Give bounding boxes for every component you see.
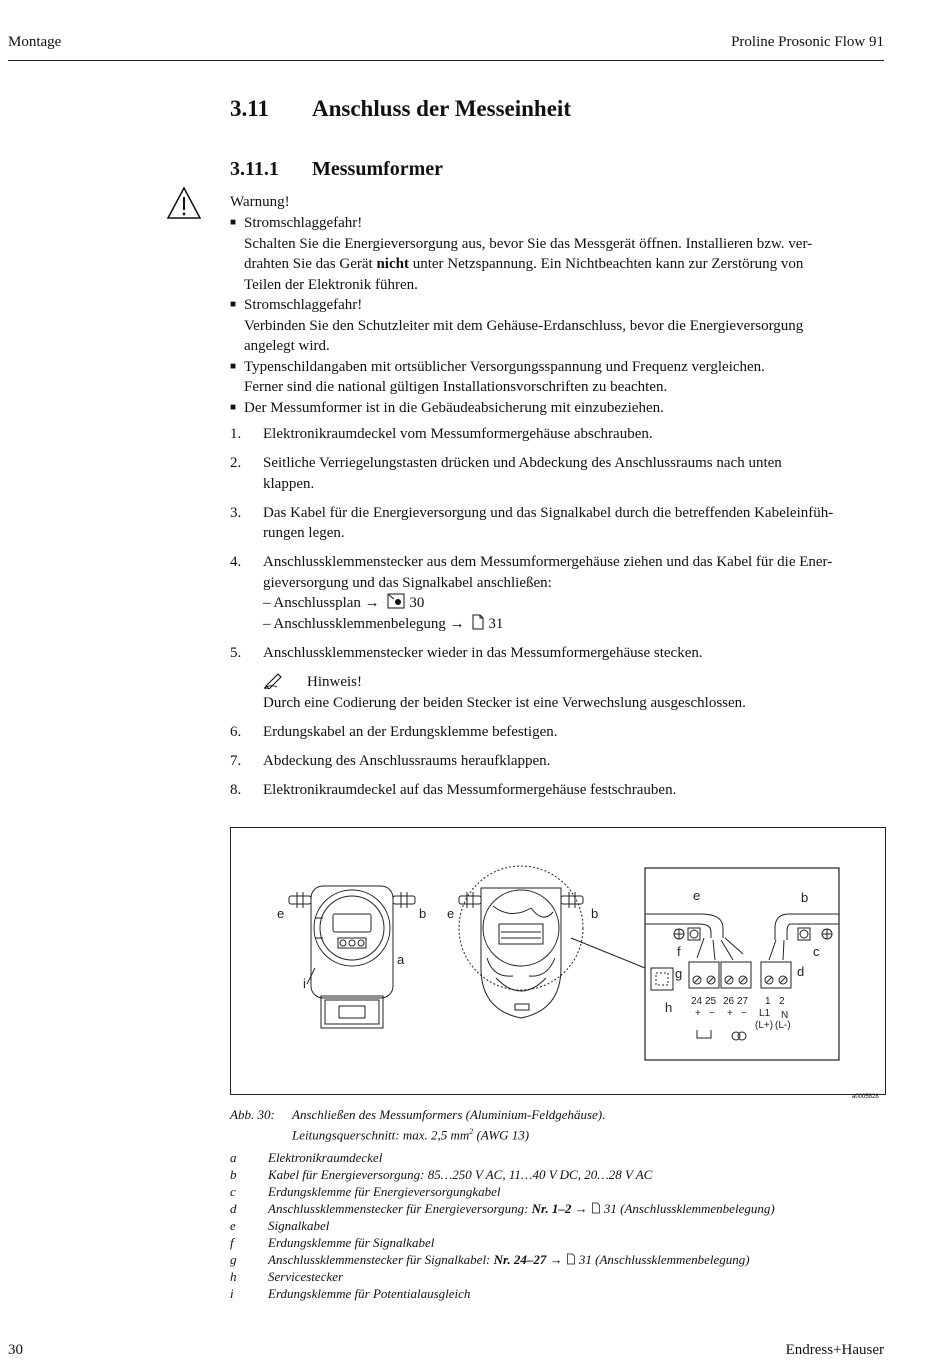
note-text: Durch eine Codierung der beiden Stecker ist eine Verwechslung ausgeschlossen. (263, 694, 746, 711)
label-b-middle: b (591, 906, 599, 921)
terminal-L1: L1 (759, 1008, 771, 1019)
terminal-N: N (781, 1010, 789, 1021)
polarity-minus-25: − (709, 1008, 715, 1019)
legend-arrow: → (571, 1201, 591, 1216)
terminal-Lplus: (L+) (755, 1020, 774, 1031)
label-e-detail: e (693, 888, 701, 903)
warning-item (230, 295, 890, 357)
step-text: rungen legen. (263, 525, 345, 541)
step-text: Das Kabel für die Energieversorgung und das Signalkabel durch die betreffenden Kabeleinfüh- (263, 504, 834, 521)
subsection-number: 3.11.1 (230, 158, 279, 180)
header-rule (8, 60, 884, 61)
legend-text: Erdungsklemme für Signalkabel (268, 1235, 435, 1250)
wiring-illustration (231, 828, 885, 1094)
label-c: c (813, 944, 820, 959)
caption-line: Anschließen des Messumformers (Aluminium-Feldgehäuse). (292, 1107, 606, 1122)
section-title: Anschluss der Messeinheit (312, 96, 571, 121)
step-text: Erdungskabel an der Erdungsklemme befestigen. (263, 723, 558, 740)
terminal-26: 26 (723, 996, 735, 1007)
running-header-left: Montage (8, 34, 62, 50)
label-b-left: b (419, 906, 427, 921)
step-number: 5. (230, 644, 242, 661)
step-text: klappen. (263, 475, 315, 492)
warning-item-line: angelegt wird. (244, 338, 330, 354)
warning-item-line: Verbinden Sie den Schutzleiter mit dem Gehäuse-Erdanschluss, bevor die Energieversorgung (244, 317, 804, 334)
legend-item (230, 1183, 775, 1200)
housing-open (459, 866, 645, 1018)
cross-ref-text: – Anschlussklemmenbelegung → (263, 615, 465, 632)
legend-text: Servicestecker (268, 1269, 344, 1284)
caption-label: Abb. 30: (230, 1107, 275, 1122)
legend-text: Anschlussklemmenstecker für Energieversorgung: (268, 1201, 532, 1216)
legend-text: Signalkabel (268, 1218, 330, 1233)
warning-item-line (244, 254, 890, 275)
page-ref-icon (566, 1253, 576, 1265)
running-header-right: Proline Prosonic Flow 91 (731, 34, 884, 50)
figure-ref-icon (386, 593, 406, 609)
legend-item[interactable] (230, 1251, 775, 1268)
figure-30-wiring (230, 827, 886, 1095)
step-4 (230, 552, 890, 634)
section-number: 3.11 (230, 96, 269, 121)
note-label: Hinweis! (307, 674, 362, 690)
step-number: 6. (230, 723, 242, 740)
warning-item-line: Ferner sind die national gültigen Installationsvorschriften zu beachten. (244, 379, 668, 395)
terminal-27: 27 (737, 996, 749, 1007)
step-text: Seitliche Verriegelungstasten drücken und Abdeckung des Anschlussraums nach unten (263, 455, 782, 471)
warning-list (230, 213, 890, 418)
legend-key: h (230, 1269, 237, 1284)
service-connector (651, 968, 673, 990)
legend-text: Kabel für Energieversorgung: 85…250 V AC, 11…40 V DC, 20…28 V AC (268, 1167, 653, 1182)
polarity-minus-27: − (741, 1008, 747, 1019)
warning-item-line: Teilen der Elektronik führen. (244, 276, 418, 293)
legend-key: a (230, 1150, 237, 1165)
legend-key: e (230, 1218, 236, 1233)
figure-legend (230, 1149, 775, 1302)
warning-item (230, 398, 890, 419)
legend-bold: Nr. 24–27 (493, 1252, 547, 1267)
figure-id: a0005828 (852, 1094, 879, 1100)
cross-ref-text: – Anschlussplan → (263, 595, 380, 611)
pencil-note-icon (263, 671, 285, 689)
polarity-plus-26: + (727, 1008, 733, 1019)
terminal-Lminus: (L-) (775, 1020, 791, 1031)
step-text: Elektronikraumdeckel vom Messumformergehäuse abschrauben. (263, 426, 653, 442)
legend-item (230, 1268, 775, 1285)
legend-item[interactable] (230, 1200, 775, 1217)
legend-ref: 31 (Anschlussklemmenbelegung) (603, 1201, 775, 1216)
legend-key: g (230, 1252, 237, 1267)
label-h: h (665, 1000, 673, 1015)
step-number: 2. (230, 455, 242, 471)
legend-arrow: → (546, 1252, 566, 1267)
legend-text: Erdungsklemme für Energieversorgungkabel (268, 1184, 501, 1199)
figure-caption (230, 1106, 605, 1143)
legend-key: i (230, 1286, 234, 1301)
polarity-plus-24: + (695, 1008, 701, 1019)
text-span: unter Netzspannung. Ein Nichtbeachten kann zur Zerstörung von (412, 256, 804, 272)
legend-text: Erdungsklemme für Potentialausgleich (268, 1286, 471, 1301)
legend-text: Elektronikraumdeckel (268, 1150, 383, 1165)
step-number: 4. (230, 554, 242, 570)
legend-key: c (230, 1184, 236, 1199)
caption-superscript: 2 (469, 1127, 474, 1136)
legend-key: f (230, 1235, 234, 1250)
legend-item (230, 1285, 775, 1302)
section-heading (230, 96, 571, 122)
step-text: Anschlussklemmenstecker wieder in das Messumformergehäuse stecken. (263, 644, 703, 661)
terminal-25: 25 (705, 996, 717, 1007)
terminal-detail-box (645, 868, 839, 1060)
terminal-2: 2 (779, 996, 785, 1007)
legend-ref: 31 (Anschlussklemmenbelegung) (578, 1252, 750, 1267)
step-7 (230, 751, 890, 772)
cross-ref-page: 30 (409, 595, 425, 611)
legend-key: d (230, 1201, 237, 1216)
subsection-title: Messumformer (312, 158, 444, 180)
legend-item (230, 1234, 775, 1251)
power-terminal-block (761, 962, 791, 988)
subsection-heading (230, 158, 443, 181)
text-span: drahten Sie das Gerät (244, 256, 373, 272)
step-6 (230, 722, 890, 743)
legend-item (230, 1217, 775, 1234)
step-number: 7. (230, 752, 242, 769)
warning-triangle-icon (166, 186, 202, 220)
label-i: i (303, 976, 306, 991)
step-number: 3. (230, 504, 242, 521)
legend-text: Anschlussklemmenstecker für Signalkabel: (268, 1252, 494, 1267)
legend-bold: Nr. 1–2 (531, 1201, 572, 1216)
label-b-detail: b (801, 890, 809, 905)
step-text: gieversorgung und das Signalkabel anschließen: (263, 574, 552, 591)
warning-label: Warnung! (230, 194, 290, 210)
step-2 (230, 453, 890, 494)
caption-line: (AWG 13) (473, 1127, 530, 1143)
caption-line: Leitungsquerschnitt: max. 2,5 mm (292, 1127, 470, 1143)
terminal-24: 24 (691, 996, 703, 1007)
cross-ref-terminal-assignment[interactable] (263, 614, 890, 635)
page-ref-icon (471, 614, 485, 630)
terminal-1: 1 (765, 996, 771, 1007)
signal-cable (645, 914, 743, 960)
step-8 (230, 780, 890, 801)
warning-item-head: ■ Stromschlaggefahr! (244, 297, 363, 313)
label-g: g (675, 966, 683, 981)
warning-item (230, 213, 890, 295)
brand-name: Endress+Hauser (785, 1342, 884, 1358)
step-3 (230, 503, 890, 544)
legend-item (230, 1149, 775, 1166)
label-e-left: e (277, 906, 285, 921)
label-f: f (677, 944, 681, 959)
legend-key: b (230, 1167, 237, 1182)
page-ref-icon (591, 1202, 601, 1214)
warning-item-head: ■ Der Messumformer ist in die Gebäudeabsicherung mit einzubeziehen. (244, 399, 664, 416)
warning-item (230, 357, 890, 398)
step-number: 1. (230, 426, 242, 442)
legend-item (230, 1166, 775, 1183)
procedure-steps (230, 424, 890, 809)
page-number: 30 (8, 1342, 23, 1358)
label-a: a (397, 952, 405, 967)
warning-item-head: ■ Stromschlaggefahr! (244, 215, 363, 231)
label-d: d (797, 964, 805, 979)
step-1 (230, 424, 890, 445)
step-text: Anschlussklemmenstecker aus dem Messumformergehäuse ziehen und das Kabel für die Ener- (263, 554, 833, 570)
emphasis-nicht: nicht (376, 256, 409, 272)
step-5 (230, 643, 890, 714)
cross-ref-page: 31 (488, 615, 504, 632)
label-e-middle: e (447, 906, 455, 921)
warning-item-head: ■ Typenschildangaben mit ortsüblicher Versorgungsspannung und Frequenz vergleichen. (244, 358, 765, 375)
cross-ref-wiring-diagram[interactable] (263, 593, 890, 614)
step-number: 8. (230, 781, 242, 798)
step-text: Abdeckung des Anschlussraums heraufklappen. (263, 752, 551, 769)
power-cable (769, 914, 839, 960)
note (263, 671, 890, 693)
warning-item-line: Schalten Sie die Energieversorgung aus, bevor Sie das Messgerät öffnen. Installieren bzw. ver- (244, 235, 813, 252)
step-text: Elektronikraumdeckel auf das Messumformergehäuse festschrauben. (263, 781, 677, 798)
